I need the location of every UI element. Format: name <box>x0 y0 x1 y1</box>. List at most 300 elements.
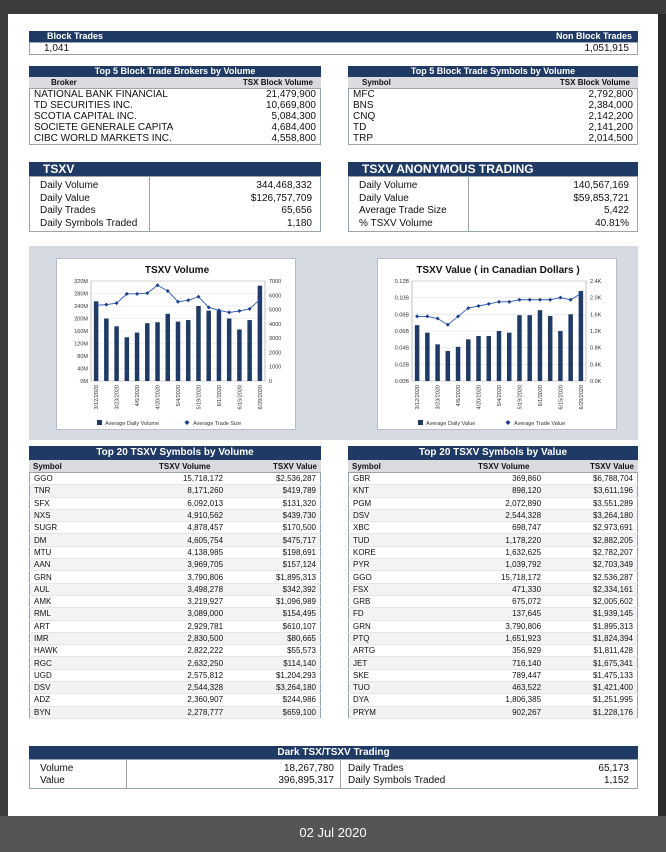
y-tick-label: 80M <box>77 354 88 360</box>
anon-label: Daily Value <box>359 192 409 204</box>
symbol-cell: IMR <box>30 632 135 644</box>
dark-symbols-value: 1,152 <box>603 775 629 786</box>
x-tick-label: 5/19/2020 <box>196 385 203 410</box>
tsxv-label: Daily Volume <box>40 180 99 191</box>
volume-cell: 2,278,777 <box>135 706 228 718</box>
table-row <box>30 694 321 706</box>
volume-cell: 2,830,500 <box>135 632 228 644</box>
y-tick-label: 0.04B <box>394 345 409 352</box>
top20-value-title: Top 20 TSXV Symbols by Value <box>348 446 638 460</box>
value-cell: $244,986 <box>227 694 320 706</box>
top5-symbols-table <box>348 88 638 145</box>
value-cell: $1,895,313 <box>227 571 320 583</box>
symbol-cell: SUGR <box>30 522 135 534</box>
table-row <box>349 706 638 718</box>
volume-cell: 3,969,705 <box>135 559 228 571</box>
symbol-cell: GGO <box>349 571 454 583</box>
bar <box>135 333 140 381</box>
y-tick-label: 160M <box>74 329 88 335</box>
volume-col-label: TSXV Volume <box>478 462 530 471</box>
table-row <box>349 595 638 607</box>
table-row <box>349 485 638 497</box>
value-cell: $2,536,287 <box>227 473 320 485</box>
x-tick-label: 3/12/2020 <box>415 385 422 410</box>
value-cell: $2,536,287 <box>545 571 637 583</box>
charts-area <box>29 246 638 440</box>
legend-bar-swatch <box>97 420 102 425</box>
bar <box>166 314 171 381</box>
y2-tick-label: 5000 <box>269 307 282 314</box>
volume-cell: 4,138,985 <box>135 546 228 558</box>
y-tick-label: 0.02B <box>394 362 409 369</box>
value-cell: $2,882,205 <box>545 534 637 546</box>
value-cell: $1,824,394 <box>545 632 637 644</box>
y-tick-label: 0M <box>80 379 88 385</box>
table-row <box>30 497 321 509</box>
tsxv-value: 65,656 <box>281 205 312 216</box>
x-tick-label: 6/29/2020 <box>578 385 585 410</box>
tsxv-value: 344,468,332 <box>256 180 312 191</box>
symbol-cell: DSV <box>349 509 454 521</box>
bar <box>517 315 522 381</box>
volume-cell: 1,039,792 <box>454 559 546 571</box>
value-cell: $3,551,289 <box>545 497 637 509</box>
value-cell: $1,895,313 <box>545 620 637 632</box>
value-cell: $2,782,207 <box>545 546 637 558</box>
y-tick-label: 0.10B <box>394 295 409 302</box>
symbol-cell: PTQ <box>349 632 454 644</box>
top20-value-panel <box>348 446 638 719</box>
volume-cell: 1,651,923 <box>454 632 546 644</box>
y2-tick-label: 2.4K <box>590 279 602 285</box>
bar <box>176 322 181 381</box>
dark-title: Dark TSX/TSXV Trading <box>29 746 638 759</box>
symbol-cell: PGM <box>349 497 454 509</box>
symbol-cell: BYN <box>30 706 135 718</box>
value-cell: $1,421,400 <box>545 682 637 694</box>
table-row <box>30 546 321 558</box>
volume-cell: 789,447 <box>454 669 546 681</box>
block-trades-value: 1,041 <box>44 43 70 54</box>
top20-value-colhdr <box>348 460 638 472</box>
y2-tick-label: 2000 <box>269 350 282 357</box>
value-cell: $80,665 <box>227 632 320 644</box>
symbol-cell: AAN <box>30 559 135 571</box>
x-tick-label: 3/23/2020 <box>114 385 121 410</box>
bar <box>125 337 130 381</box>
bar <box>237 329 242 381</box>
value-cell: $2,703,349 <box>545 559 637 571</box>
legend-bar-swatch <box>418 420 423 425</box>
symbol-cell: TUO <box>349 682 454 694</box>
y2-tick-label: 2.0K <box>590 295 602 302</box>
y-tick-label: 0.12B <box>394 279 409 285</box>
value-col-label: TSXV Value <box>272 462 317 471</box>
volume-cell: 4,878,457 <box>135 522 228 534</box>
anon-value: 5,422 <box>603 205 629 216</box>
table-row: SCOTIA CAPITAL INC. 5,084,300 <box>34 111 316 122</box>
symbol-cell: XBC <box>349 522 454 534</box>
symbol-cell: HAWK <box>30 645 135 657</box>
y-tick-label: 0.00B <box>394 379 409 385</box>
bar <box>247 320 252 381</box>
symbol-cell: MTU <box>30 546 135 558</box>
table-row <box>349 546 638 558</box>
top5-brokers-colhdr <box>29 77 321 88</box>
symbol-cell: GGO <box>30 473 135 485</box>
value-cell: $2,005,602 <box>545 595 637 607</box>
bar <box>548 316 553 381</box>
volume-cell: 15,718,172 <box>454 571 546 583</box>
volume-cell: 3,790,806 <box>454 620 546 632</box>
volume-cell: 1,178,220 <box>454 534 546 546</box>
value-cell: $157,124 <box>227 559 320 571</box>
tsxv-summary <box>29 176 321 232</box>
value-cell: $1,675,341 <box>545 657 637 669</box>
symbol-cell: DYA <box>349 694 454 706</box>
table-row <box>349 608 638 620</box>
table-row: NATIONAL BANK FINANCIAL 21,479,900 <box>34 89 316 100</box>
volume-cell: 3,219,927 <box>135 595 228 607</box>
bar <box>415 325 420 381</box>
value-cell: $3,611,196 <box>545 485 637 497</box>
volume-cell: 898,120 <box>454 485 546 497</box>
block-trades-header <box>29 31 638 42</box>
symbol-cell: SKE <box>349 669 454 681</box>
table-row <box>349 473 638 485</box>
dark-right-values <box>598 763 629 787</box>
bar <box>568 314 573 381</box>
table-row <box>30 669 321 681</box>
value-cell: $2,334,161 <box>545 583 637 595</box>
table-row <box>30 509 321 521</box>
table-row <box>349 509 638 521</box>
x-tick-label: 4/20/2020 <box>476 385 483 410</box>
value-cell: $1,475,133 <box>545 669 637 681</box>
symbol-cell: AMK <box>30 595 135 607</box>
y2-tick-label: 1.2K <box>590 329 602 335</box>
x-tick-label: 3/12/2020 <box>94 385 101 410</box>
value-cell: $198,691 <box>227 546 320 558</box>
table-row <box>30 485 321 497</box>
table-row <box>30 473 321 485</box>
volume-cell: 716,140 <box>454 657 546 669</box>
dark-symbols-label: Daily Symbols Traded <box>348 775 446 786</box>
table-row <box>349 682 638 694</box>
table-row <box>349 559 638 571</box>
anon-title: TSXV ANONYMOUS TRADING <box>348 162 638 176</box>
volume-cell: 463,522 <box>454 682 546 694</box>
value-cell: $1,251,995 <box>545 694 637 706</box>
dark-volume-label: Volume <box>40 763 74 774</box>
legend-line-swatch <box>185 420 190 425</box>
symbol-cell: GRB <box>349 595 454 607</box>
anon-value: 40.81% <box>595 217 629 229</box>
volume-cell: 2,632,250 <box>135 657 228 669</box>
table-row <box>349 669 638 681</box>
tsxv-value: $126,757,709 <box>250 192 312 204</box>
volume-col-label: TSX Block Volume <box>559 78 630 87</box>
legend-label: Average Trade Size <box>193 421 242 427</box>
symbol-col-label: Symbol <box>33 462 62 471</box>
dark-volume-value: 18,267,780 <box>283 763 334 774</box>
tsxv-labels <box>30 177 150 231</box>
table-row <box>30 559 321 571</box>
bar <box>196 306 201 381</box>
bar <box>507 333 512 381</box>
top5-symbols-colhdr <box>348 77 638 88</box>
table-row <box>30 620 321 632</box>
volume-cell: 2,822,222 <box>135 645 228 657</box>
y-tick-label: 240M <box>74 304 88 310</box>
symbol-cell: PRYM <box>349 706 454 718</box>
tsxv-value: 1,180 <box>286 217 312 229</box>
volume-cell: 1,806,385 <box>454 694 546 706</box>
bar <box>579 291 584 381</box>
bar <box>456 347 461 381</box>
y2-tick-label: 0.0K <box>590 379 602 385</box>
bar <box>466 339 471 381</box>
legend-label: Average Daily Volume <box>105 421 160 427</box>
value-cell: $475,717 <box>227 534 320 546</box>
bar <box>114 326 119 381</box>
volume-cell: 675,072 <box>454 595 546 607</box>
broker-col-label: Broker <box>51 78 77 87</box>
anon-summary <box>348 176 638 232</box>
value-cell: $3,264,180 <box>545 509 637 521</box>
value-cell: $2,973,691 <box>545 522 637 534</box>
y2-tick-label: 7000 <box>269 279 282 285</box>
bar <box>186 320 191 381</box>
value-cell: $342,392 <box>227 583 320 595</box>
symbol-cell: UGD <box>30 669 135 681</box>
table-row <box>349 645 638 657</box>
table-row <box>30 706 321 718</box>
chart-panel-value <box>377 258 617 430</box>
anon-value: 140,567,169 <box>573 180 629 191</box>
symbol-cell: NXS <box>30 509 135 521</box>
tsxv-values <box>251 180 312 230</box>
bar <box>217 311 222 381</box>
value-cell: $1,228,176 <box>545 706 637 718</box>
table-row: TD SECURITIES INC. 10,669,800 <box>34 100 316 111</box>
table-row: BNS 2,384,000 <box>353 100 633 111</box>
bar <box>435 344 440 381</box>
symbol-cell: AUL <box>30 583 135 595</box>
volume-cell: 6,092,013 <box>135 497 228 509</box>
symbol-cell: GRN <box>30 571 135 583</box>
volume-cell: 2,072,890 <box>454 497 546 509</box>
value-cell: $154,495 <box>227 608 320 620</box>
volume-cell: 2,360,907 <box>135 694 228 706</box>
table-row <box>30 534 321 546</box>
top5-symbols-title: Top 5 Block Trade Symbols by Volume <box>348 66 638 77</box>
bar <box>206 311 211 381</box>
table-row <box>349 534 638 546</box>
y-tick-label: 40M <box>77 366 88 373</box>
volume-cell: 1,632,625 <box>454 546 546 558</box>
symbol-cell: RML <box>30 608 135 620</box>
value-cell: $6,788,704 <box>545 473 637 485</box>
volume-cell: 4,605,754 <box>135 534 228 546</box>
value-cell: $1,811,428 <box>545 645 637 657</box>
x-tick-label: 4/6/2020 <box>456 385 463 407</box>
volume-col-label: TSX Block Volume <box>242 78 313 87</box>
x-tick-label: 6/1/2020 <box>216 385 223 407</box>
symbol-cell: ADZ <box>30 694 135 706</box>
volume-cell: 902,267 <box>454 706 546 718</box>
table-row <box>30 657 321 669</box>
dark-left-labels <box>30 760 127 788</box>
y-tick-label: 200M <box>74 316 88 323</box>
volume-cell: 15,718,172 <box>135 473 228 485</box>
anon-label: Daily Volume <box>359 180 418 191</box>
table-row <box>349 583 638 595</box>
dark-value-label: Value <box>40 775 65 786</box>
volume-cell: 4,910,562 <box>135 509 228 521</box>
legend-line-swatch <box>506 420 511 425</box>
top20-volume-panel <box>29 446 321 719</box>
symbol-cell: FSX <box>349 583 454 595</box>
footer-date: 02 Jul 2020 <box>0 816 666 852</box>
dark-trades-value: 65,173 <box>598 763 629 774</box>
bar <box>558 331 563 381</box>
volume-chart <box>57 259 297 431</box>
y2-tick-label: 6000 <box>269 293 282 300</box>
anon-value: $59,853,721 <box>573 192 629 204</box>
volume-cell: 2,544,328 <box>454 509 546 521</box>
bar <box>155 322 160 381</box>
x-tick-label: 4/6/2020 <box>135 385 142 407</box>
top5-symbols-panel <box>348 66 638 145</box>
x-tick-label: 5/4/2020 <box>176 385 182 407</box>
legend-label: Average Daily Value <box>426 421 476 427</box>
value-col-label: TSXV Value <box>589 462 634 471</box>
anon-label: % TSXV Volume <box>359 217 433 229</box>
symbol-cell: DSV <box>30 682 135 694</box>
value-cell: $659,100 <box>227 706 320 718</box>
anon-labels <box>349 177 469 231</box>
value-cell: $1,939,145 <box>545 608 637 620</box>
volume-cell: 2,575,812 <box>135 669 228 681</box>
y2-tick-label: 3000 <box>269 336 282 343</box>
y2-tick-label: 0.4K <box>590 362 602 369</box>
value-cell: $419,789 <box>227 485 320 497</box>
y-tick-label: 0.06B <box>394 329 409 335</box>
bar <box>476 336 481 381</box>
volume-cell: 137,645 <box>454 608 546 620</box>
value-cell: $131,320 <box>227 497 320 509</box>
symbol-cell: KNT <box>349 485 454 497</box>
y2-tick-label: 0 <box>269 379 273 385</box>
y2-tick-label: 0.8K <box>590 345 602 352</box>
x-tick-label: 5/19/2020 <box>517 385 524 410</box>
tsxv-label: Daily Trades <box>40 205 96 216</box>
y2-tick-label: 1000 <box>269 364 282 371</box>
legend-label: Average Trade Value <box>514 421 566 427</box>
volume-cell: 2,544,328 <box>135 682 228 694</box>
x-tick-label: 6/15/2020 <box>237 385 244 410</box>
symbol-cell: JET <box>349 657 454 669</box>
table-row: TD 2,141,200 <box>353 122 633 133</box>
symbol-cell: DM <box>30 534 135 546</box>
bar <box>446 351 451 381</box>
non-block-trades-title: Non Block Trades <box>555 31 632 41</box>
y2-tick-label: 1.6K <box>590 312 602 319</box>
table-row: TRP 2,014,500 <box>353 133 633 144</box>
y2-tick-label: 4000 <box>269 321 282 328</box>
top20-value-table <box>348 472 638 719</box>
bar <box>227 319 232 382</box>
table-row <box>349 620 638 632</box>
top5-brokers-panel <box>29 66 321 145</box>
y-tick-label: 280M <box>74 291 88 298</box>
table-row <box>30 632 321 644</box>
dark-left-values <box>127 760 341 788</box>
dark-right-labels <box>348 763 445 787</box>
symbol-cell: SFX <box>30 497 135 509</box>
symbol-cell: ARTG <box>349 645 454 657</box>
table-row: CNQ 2,142,200 <box>353 111 633 122</box>
report-page <box>8 14 658 816</box>
table-row <box>30 682 321 694</box>
symbol-cell: FD <box>349 608 454 620</box>
top20-volume-colhdr <box>29 460 321 472</box>
volume-cell: 356,929 <box>454 645 546 657</box>
x-tick-label: 6/1/2020 <box>537 385 544 407</box>
value-cell: $114,140 <box>227 657 320 669</box>
symbol-cell: TNR <box>30 485 135 497</box>
top5-brokers-table <box>29 88 321 145</box>
anon-label: Average Trade Size <box>359 205 447 216</box>
y-tick-label: 0.08B <box>394 312 409 319</box>
table-row: MFC 2,792,800 <box>353 89 633 100</box>
bar <box>145 323 150 381</box>
volume-cell: 369,860 <box>454 473 546 485</box>
volume-cell: 698,747 <box>454 522 546 534</box>
bar <box>104 319 109 382</box>
table-row: SOCIETE GENERALE CAPITA 4,684,400 <box>34 122 316 133</box>
table-row <box>349 571 638 583</box>
table-row <box>349 497 638 509</box>
table-row <box>349 657 638 669</box>
value-cell: $1,204,293 <box>227 669 320 681</box>
chart-title: TSXV Volume <box>144 265 210 276</box>
table-row <box>30 571 321 583</box>
symbol-cell: PYR <box>349 559 454 571</box>
bar <box>425 333 430 381</box>
block-trades-values <box>29 42 638 55</box>
symbol-cell: KORE <box>349 546 454 558</box>
top20-volume-table <box>29 472 321 719</box>
symbol-cell: TUD <box>349 534 454 546</box>
table-row <box>30 645 321 657</box>
x-tick-label: 4/20/2020 <box>155 385 162 410</box>
volume-cell: 3,089,000 <box>135 608 228 620</box>
symbol-cell: RGC <box>30 657 135 669</box>
value-cell: $55,573 <box>227 645 320 657</box>
x-tick-label: 3/23/2020 <box>435 385 442 410</box>
tsxv-label: Daily Value <box>40 192 90 204</box>
table-row <box>30 522 321 534</box>
dark-value-value: 396,895,317 <box>278 775 334 786</box>
value-cell: $439,730 <box>227 509 320 521</box>
y-tick-label: 320M <box>74 279 88 285</box>
dark-summary <box>29 759 638 789</box>
table-row <box>30 608 321 620</box>
bar <box>527 315 532 381</box>
value-cell: $3,264,180 <box>227 682 320 694</box>
